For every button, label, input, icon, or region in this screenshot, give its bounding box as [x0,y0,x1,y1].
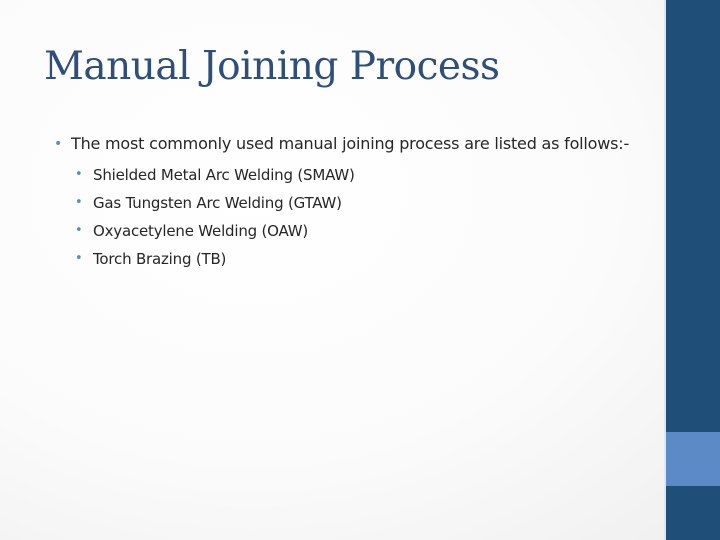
side-band-accent-block [666,432,720,486]
slide-body [54,132,644,273]
bullet-icon: • [75,223,83,238]
bullet-item-intro [54,132,644,156]
sub-bullet-list [54,161,644,273]
bullet-icon: • [75,251,83,266]
bullet-icon: • [54,136,63,152]
sub-bullet-text: Shielded Metal Arc Welding (SMAW) [93,166,355,184]
sub-bullet-item [54,217,644,245]
sub-bullet-text: Gas Tungsten Arc Welding (GTAW) [93,194,342,212]
sub-bullet-item [54,161,644,189]
bullet-text: The most commonly used manual joining process are listed as follows:- [71,134,630,153]
bullet-icon: • [75,195,83,210]
sub-bullet-text: Torch Brazing (TB) [93,250,227,268]
sub-bullet-text: Oxyacetylene Welding (OAW) [93,222,309,240]
bullet-icon: • [75,167,83,182]
sub-bullet-item [54,245,644,273]
sub-bullet-item [54,189,644,217]
slide-title: Manual Joining Process [44,44,500,89]
